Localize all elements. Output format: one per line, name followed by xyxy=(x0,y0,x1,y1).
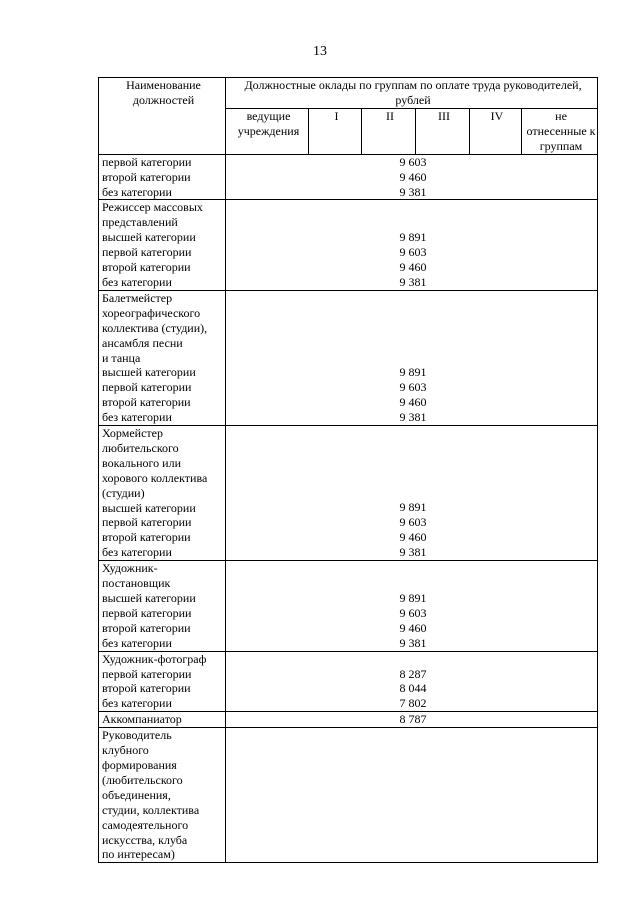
position-name-cell xyxy=(99,426,226,561)
position-name-cell xyxy=(99,290,226,425)
position-title-line: ансамбля песни xyxy=(102,335,183,350)
salary-value: 9 460 xyxy=(399,620,427,635)
category-label: без категории xyxy=(102,410,172,425)
position-title-line: хорового коллектива xyxy=(102,470,208,485)
table-row xyxy=(99,561,598,651)
category-label: первой категории xyxy=(102,515,192,530)
position-title-line: (любительского xyxy=(102,772,183,787)
position-title-line: вокального или xyxy=(102,455,182,470)
category-label: второй категории xyxy=(102,169,191,184)
salary-value-cell xyxy=(226,561,598,651)
salary-value: 9 381 xyxy=(399,635,427,650)
position-title-line: Режиссер массовых xyxy=(102,200,203,215)
category-label: первой категории xyxy=(102,605,192,620)
category-label: первой категории xyxy=(102,154,192,169)
salary-value: 9 603 xyxy=(399,380,427,395)
position-title-line: студии, коллектива xyxy=(102,802,200,817)
position-title-line: объединения, xyxy=(102,787,171,802)
salary-value: 8 787 xyxy=(399,712,427,727)
value-spacer xyxy=(229,652,597,667)
position-title-line: клубного xyxy=(102,743,149,758)
category-label: второй категории xyxy=(102,681,191,696)
value-spacer xyxy=(229,336,597,351)
position-title-line: Хормейстер xyxy=(102,426,163,441)
table-row xyxy=(99,712,598,728)
value-spacer xyxy=(229,456,597,471)
salary-value: 8 044 xyxy=(399,681,427,696)
position-title: Художник-фотограф xyxy=(102,651,207,666)
value-spacer xyxy=(229,215,597,230)
salary-value: 9 381 xyxy=(399,545,427,560)
salary-value-cell xyxy=(226,426,598,561)
value-spacer xyxy=(229,486,597,501)
salary-value: 9 381 xyxy=(399,274,427,289)
position-title xyxy=(102,728,225,862)
position-title-line: самодеятельного xyxy=(102,817,189,832)
salary-value-cell xyxy=(226,728,598,863)
position-name-cell xyxy=(99,561,226,651)
salary-table xyxy=(98,77,598,863)
position-title-line: Художник- xyxy=(102,561,158,576)
position-title xyxy=(102,561,225,591)
position-title-line: представлений xyxy=(102,215,178,230)
salary-value: 9 891 xyxy=(399,365,427,380)
salary-value-cell xyxy=(226,154,598,200)
salary-value-cell xyxy=(226,712,598,728)
position-name-cell xyxy=(99,728,226,863)
position-title-line: Руководитель xyxy=(102,728,172,743)
table-row xyxy=(99,154,598,200)
salary-value: 9 460 xyxy=(399,530,427,545)
header-subcol-group-1: I xyxy=(309,109,362,155)
value-spacer xyxy=(229,576,597,591)
category-label: без категории xyxy=(102,274,172,289)
position-title-line: (студии) xyxy=(102,485,145,500)
position-name-cell xyxy=(99,200,226,290)
salary-value-cell xyxy=(226,290,598,425)
category-label: второй категории xyxy=(102,620,191,635)
salary-value: 9 891 xyxy=(399,230,427,245)
position-title-line: по интересам) xyxy=(102,847,175,862)
position-title-line: любительского xyxy=(102,440,179,455)
salary-value: 9 460 xyxy=(399,395,427,410)
value-spacer xyxy=(229,350,597,365)
header-subcol-group-2: II xyxy=(362,109,416,155)
category-label: второй категории xyxy=(102,260,191,275)
value-spacer xyxy=(229,561,597,576)
position-title-line: постановщик xyxy=(102,576,171,591)
category-label: первой категории xyxy=(102,666,192,681)
salary-value: 9 460 xyxy=(399,260,427,275)
header-subcol-leading: ведущие учреждения xyxy=(226,109,309,155)
position-title xyxy=(102,426,225,501)
table-row xyxy=(99,426,598,561)
salary-value-cell xyxy=(226,200,598,290)
value-spacer xyxy=(229,291,597,306)
header-group-title: Должностные оклады по группам по оплате труда руководителей, рублей xyxy=(226,78,598,109)
value-spacer xyxy=(229,426,597,441)
position-title xyxy=(102,291,225,366)
table-row xyxy=(99,200,598,290)
header-name-column: Наименование должностей xyxy=(99,78,226,155)
table-body xyxy=(99,154,598,863)
salary-value: 9 460 xyxy=(399,169,427,184)
header-subcol-group-4: IV xyxy=(470,109,522,155)
category-label: высшей категории xyxy=(102,365,196,380)
position-title-line: и танца xyxy=(102,350,141,365)
category-label: второй категории xyxy=(102,395,191,410)
salary-value: 9 381 xyxy=(399,184,427,199)
position-name-cell xyxy=(99,651,226,712)
salary-value: 9 603 xyxy=(399,605,427,620)
position-name-cell xyxy=(99,154,226,200)
category-label: второй категории xyxy=(102,530,191,545)
position-title-line: коллектива (студии), xyxy=(102,320,208,335)
value-spacer xyxy=(229,306,597,321)
value-spacer xyxy=(229,200,597,215)
salary-value: 9 381 xyxy=(399,410,427,425)
position-title-line: хореографического xyxy=(102,305,201,320)
category-label: высшей категории xyxy=(102,500,196,515)
category-label: высшей категории xyxy=(102,591,196,605)
category-label: первой категории xyxy=(102,380,192,395)
header-subcol-unassigned: не отнесенные к группам xyxy=(522,109,598,155)
value-spacer xyxy=(229,441,597,456)
table-row xyxy=(99,651,598,712)
salary-value-cell xyxy=(226,651,598,712)
position-title-line: Балетмейстер xyxy=(102,290,173,305)
position-title xyxy=(102,200,225,230)
position-name-cell xyxy=(99,712,226,728)
salary-value: 9 603 xyxy=(399,515,427,530)
value-spacer xyxy=(229,321,597,336)
salary-value: 9 603 xyxy=(399,245,427,260)
salary-value: 9 891 xyxy=(399,500,427,515)
category-label: без категории xyxy=(102,184,172,199)
salary-value: 8 287 xyxy=(399,666,427,681)
position-title: Аккомпаниатор xyxy=(102,712,182,727)
page-number: 13 xyxy=(313,44,327,59)
salary-value: 9 603 xyxy=(399,154,427,169)
category-label: без категории xyxy=(102,696,172,711)
category-label: первой категории xyxy=(102,245,192,260)
salary-value: 7 802 xyxy=(399,696,427,711)
position-title-line: формирования xyxy=(102,757,177,772)
table-row xyxy=(99,290,598,425)
value-spacer xyxy=(229,471,597,486)
table-row xyxy=(99,728,598,863)
header-row-1 xyxy=(99,78,598,109)
position-title-line: искусства, клуба xyxy=(102,832,188,847)
category-label: без категории xyxy=(102,635,172,650)
category-label: без категории xyxy=(102,545,172,560)
header-subcol-group-3: III xyxy=(416,109,470,155)
salary-value: 9 891 xyxy=(399,590,427,605)
category-label: высшей категории xyxy=(102,230,196,245)
